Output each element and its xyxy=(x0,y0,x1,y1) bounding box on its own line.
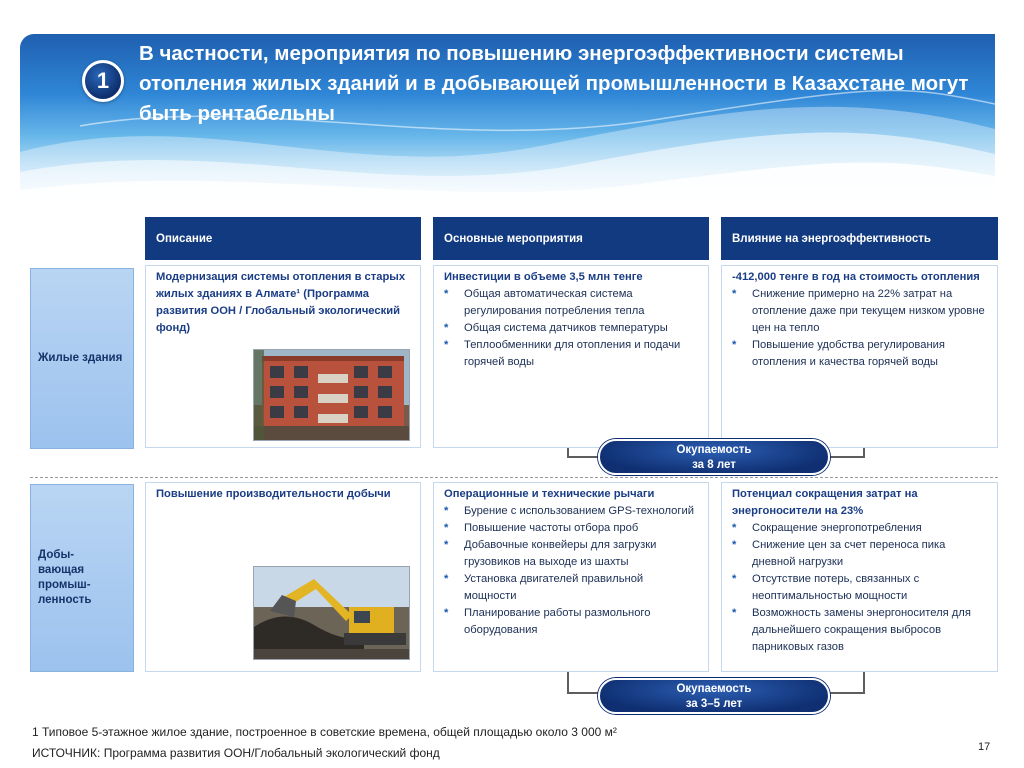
row-label-mining: Добы- вающая промыш- ленность xyxy=(30,484,134,672)
bullet-icon: * xyxy=(732,607,737,619)
bullet-icon: * xyxy=(732,288,737,300)
bullet-icon: * xyxy=(444,505,449,517)
mining-excavator-photo xyxy=(253,566,410,660)
list-item: * Общая система датчиков температуры xyxy=(444,320,698,337)
list-item: * Теплообменники для отопления и подачи горячей воды xyxy=(444,339,681,368)
list-item: * Добавочные конвейеры для загрузки грузовиков на выходе из шахты xyxy=(444,539,657,568)
page-number: 17 xyxy=(978,741,991,753)
bullet-icon: * xyxy=(732,339,737,351)
slide-number-badge: 1 xyxy=(82,60,124,102)
bullet-icon: * xyxy=(444,322,449,334)
footnote: 1 Типовое 5-этажное жилое здание, построенное в советские времена, общей площадью около 3 000 м² xyxy=(32,725,617,739)
residential-building-photo xyxy=(253,349,410,441)
residential-savings: -412,000 тенге в год на стоимость отопления xyxy=(732,271,980,283)
list-item: * Отсутствие потерь, связанных с неоптимальностью мощности xyxy=(732,573,920,602)
column-header-impact: Влияние на энергоэффективность xyxy=(721,217,998,260)
bullet-icon: * xyxy=(732,522,737,534)
residential-investment: Инвестиции в объеме 3,5 млн тенге xyxy=(444,271,643,283)
section-divider xyxy=(30,477,998,478)
bullet-icon: * xyxy=(444,522,449,534)
payback-badge-mining: Окупаемость за 3–5 лет xyxy=(598,678,830,714)
slide-title: В частности, мероприятия по повышению энергоэффективности системы отопления жилых зданий и в добывающей промышленности в Казахстане могут быть рентабельны xyxy=(139,42,969,125)
list-item: * Повышение частоты отбора проб xyxy=(444,520,698,537)
bullet-icon: * xyxy=(444,573,449,585)
mining-description: Повышение производительности добычи xyxy=(156,488,391,500)
residential-description: Модернизация системы отопления в старых жилых зданиях в Алмате¹ (Программа развития ООН / Глобальный экологический фонд) xyxy=(156,271,406,334)
bullet-icon: * xyxy=(444,339,449,351)
column-header-measures: Основные мероприятия xyxy=(433,217,709,260)
bullet-icon: * xyxy=(732,539,737,551)
list-item: * Установка двигателей правильной мощности xyxy=(444,573,644,602)
residential-measures-card xyxy=(433,265,709,448)
source-note: ИСТОЧНИК: Программа развития ООН/Глобальный экологический фонд xyxy=(32,746,440,760)
mining-levers: Операционные и технические рычаги xyxy=(444,488,655,500)
mining-impact-card xyxy=(721,482,998,672)
column-header-description: Описание xyxy=(145,217,421,260)
list-item: * Общая автоматическая система регулирования потребления тепла xyxy=(444,288,645,317)
mining-cost-potential: Потенциал сокращения затрат на энергоносители на 23% xyxy=(732,488,918,517)
row-label-residential: Жилые здания xyxy=(30,268,134,449)
residential-impact-card xyxy=(721,265,998,448)
list-item: * Повышение удобства регулирования отопления и качества горячей воды xyxy=(732,339,945,368)
bullet-icon: * xyxy=(732,573,737,585)
list-item: * Сокращение энергопотребления xyxy=(732,520,987,537)
mining-measures-card xyxy=(433,482,709,672)
list-item: * Возможность замены энергоносителя для дальнейшего сокращения выбросов парниковых газов xyxy=(732,607,971,653)
bullet-icon: * xyxy=(444,539,449,551)
payback-badge-residential: Окупаемость за 8 лет xyxy=(598,439,830,475)
list-item: * Бурение с использованием GPS-технологий xyxy=(444,503,698,520)
list-item: * Снижение примерно на 22% затрат на отопление даже при текущем низком уровне цен на тепло xyxy=(732,288,985,334)
bullet-icon: * xyxy=(444,607,449,619)
list-item: * Планирование работы размольного оборудования xyxy=(444,607,651,636)
list-item: * Снижение цен за счет переноса пика дневной нагрузки xyxy=(732,539,946,568)
bullet-icon: * xyxy=(444,288,449,300)
